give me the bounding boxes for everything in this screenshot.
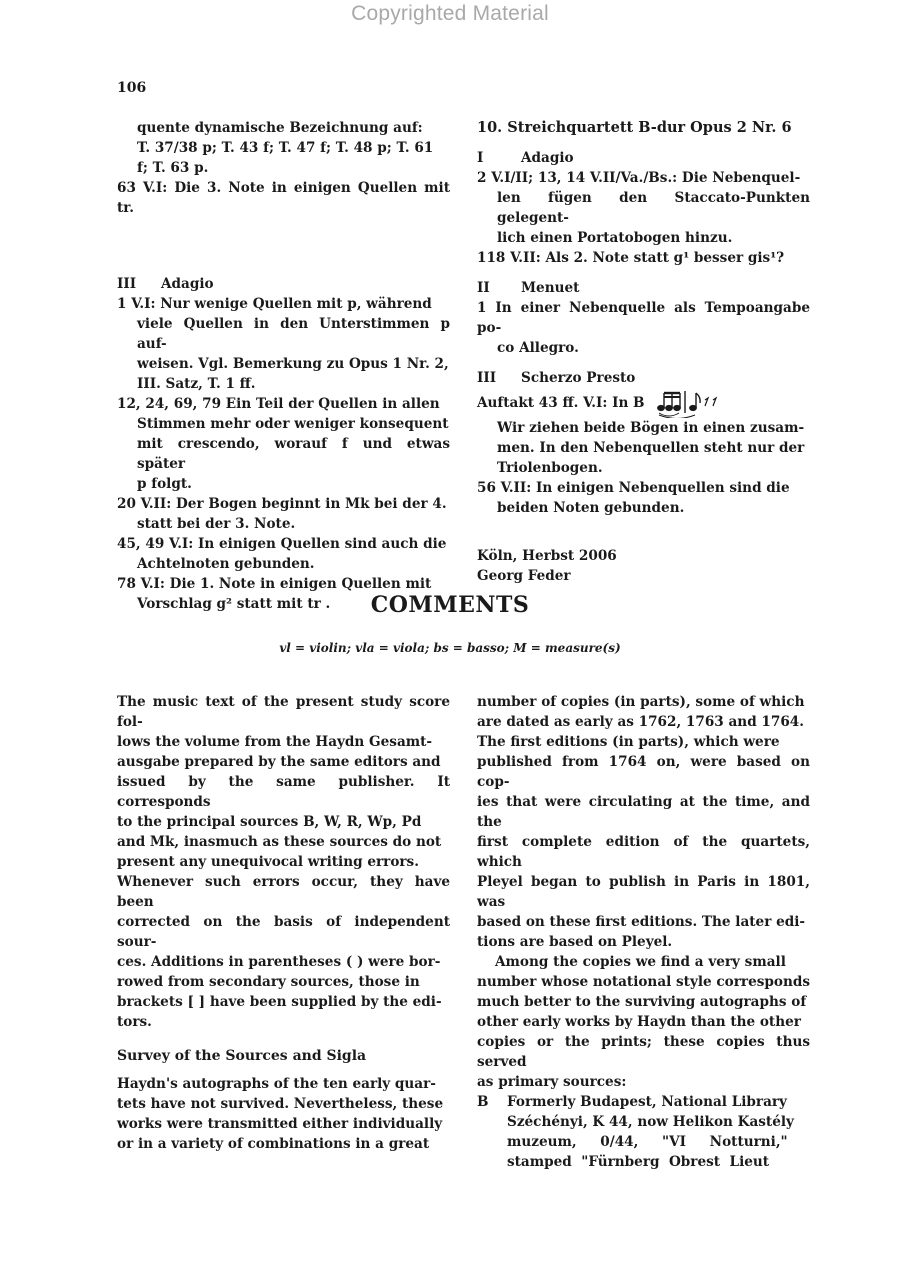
text-line: Széchényi, K 44, now Helikon Kastély xyxy=(507,1114,794,1130)
source-letter: B xyxy=(477,1094,489,1110)
section-number: II xyxy=(477,280,490,296)
text-line: The music text of the present study score fol- xyxy=(117,694,450,730)
text-line: T. 37/38 p; T. 43 f; T. 47 f; T. 48 p; T. 61 xyxy=(137,140,434,156)
comments-paragraph-4 xyxy=(477,952,810,1092)
text-line: issued by the same publisher. It corresponds xyxy=(117,774,450,810)
section-heading-iii-scherzo xyxy=(477,368,810,388)
comments-paragraph-1 xyxy=(117,692,450,1032)
text-line: and Mk, inasmuch as these sources do not xyxy=(117,834,442,850)
text-line: len fügen den Staccato-Punkten gelegent- xyxy=(497,190,810,226)
section-heading-ii xyxy=(477,278,810,298)
note-56 xyxy=(477,478,810,518)
text-line: co Allegro. xyxy=(497,340,579,356)
section-title: Menuet xyxy=(521,280,580,296)
text-line: are dated as early as 1762, 1763 and 1764. xyxy=(477,714,804,730)
right-column-bottom xyxy=(477,692,810,1172)
text-line: as primary sources: xyxy=(477,1074,627,1090)
text-line: brackets [ ] have been supplied by the edi- xyxy=(117,994,442,1010)
text-line: much better to the surviving autographs of xyxy=(477,994,807,1010)
text-line: viele Quellen in den Unterstimmen p auf- xyxy=(137,316,450,352)
text-line: 1 In einer Nebenquelle als Tempoangabe po- xyxy=(477,300,810,336)
source-entry-b xyxy=(477,1092,810,1172)
text-line: stamped "Fürnberg Obrest Lieut xyxy=(507,1154,770,1170)
text-line: 45, 49 V.I: In einigen Quellen sind auch die xyxy=(117,536,447,552)
text-line: Wir ziehen beide Bögen in einen zusam- xyxy=(497,420,805,436)
intro-continuation xyxy=(117,118,450,178)
section-heading-iii xyxy=(117,274,450,294)
text-line: Stimmen mehr oder weniger konsequent xyxy=(137,416,449,432)
text-line: men. In den Nebenquellen steht nur der xyxy=(497,440,805,456)
text-line: f; T. 63 p. xyxy=(137,160,209,176)
text-line: 78 V.I: Die 1. Note in einigen Quellen mit xyxy=(117,576,432,592)
left-column-bottom xyxy=(117,692,450,1154)
text-line: 20 V.II: Der Bogen beginnt in Mk bei der 4. xyxy=(117,496,447,512)
text-line: other early works by Haydn than the other xyxy=(477,1014,801,1030)
text-line: present any unequivocal writing errors. xyxy=(117,854,419,870)
section-number: III xyxy=(117,276,137,292)
text-line: copies or the prints; these copies thus served xyxy=(477,1034,810,1070)
text-line: to the principal sources B, W, R, Wp, Pd xyxy=(117,814,422,830)
note-63: 63 V.I: Die 3. Note in einigen Quellen mit tr. xyxy=(117,180,450,216)
text-line: tors. xyxy=(117,1014,152,1030)
text-line: Vorschlag g² statt mit tr . xyxy=(137,596,331,612)
text-line: first complete edition of the quartets, which xyxy=(477,834,810,870)
text-line: number whose notational style corresponds xyxy=(477,974,810,990)
text-line: tions are based on Pleyel. xyxy=(477,934,673,950)
section-title: Adagio xyxy=(161,276,214,292)
text-line: weisen. Vgl. Bemerkung zu Opus 1 Nr. 2, xyxy=(137,356,449,372)
signature: Georg Feder xyxy=(477,568,571,584)
section-title: Adagio xyxy=(521,150,574,166)
text-line: Whenever such errors occur, they have been xyxy=(117,874,450,910)
left-column-top xyxy=(117,118,450,614)
watermark: Copyrighted Material xyxy=(351,2,549,25)
text-line: rowed from secondary sources, those in xyxy=(117,974,420,990)
text-line: Triolenbogen. xyxy=(497,460,603,476)
auftakt-text: Auftakt 43 ff. V.I: In B xyxy=(477,395,645,411)
text-line: published from 1764 on, were based on cop- xyxy=(477,754,810,790)
abbreviations-line: vl = violin; vla = viola; bs = basso; M = measure(s) xyxy=(279,641,621,655)
text-line: Haydn's autographs of the ten early quar- xyxy=(117,1076,436,1092)
note-2 xyxy=(477,168,810,248)
text-line: ies that were circulating at the time, and the xyxy=(477,794,810,830)
text-line: tets have not survived. Nevertheless, these xyxy=(117,1096,444,1112)
text-line: 1 V.I: Nur wenige Quellen mit p, während xyxy=(117,296,432,312)
comments-paragraph-2 xyxy=(117,1074,450,1154)
auftakt-line xyxy=(477,388,810,418)
scherzo-text xyxy=(477,418,810,478)
section-title: Scherzo Presto xyxy=(521,370,636,386)
text-line: based on these first editions. The later edi- xyxy=(477,914,806,930)
text-line: muzeum, 0/44, "VI Notturni," xyxy=(507,1134,788,1150)
text-line: III. Satz, T. 1 ff. xyxy=(137,376,256,392)
text-line: corrected on the basis of independent sour- xyxy=(117,914,450,950)
survey-heading: Survey of the Sources and Sigla xyxy=(117,1048,367,1064)
note-12 xyxy=(117,394,450,494)
place-date: Köln, Herbst 2006 xyxy=(477,548,617,564)
text-line: The first editions (in parts), which were xyxy=(477,734,780,750)
section-heading-i xyxy=(477,148,810,168)
text-line: number of copies (in parts), some of which xyxy=(477,694,805,710)
comments-paragraph-3 xyxy=(477,692,810,952)
text-line: lows the volume from the Haydn Gesamt- xyxy=(117,734,433,750)
text-line: works were transmitted either individually xyxy=(117,1116,443,1132)
text-line: 2 V.I/II; 13, 14 V.II/Va./Bs.: Die Nebenquel- xyxy=(477,170,801,186)
text-line: statt bei der 3. Note. xyxy=(137,516,296,532)
section-number: I xyxy=(477,150,484,166)
note-1 xyxy=(117,294,450,394)
text-line: 12, 24, 69, 79 Ein Teil der Quellen in allen xyxy=(117,396,440,412)
text-line: quente dynamische Bezeichnung auf: xyxy=(137,120,423,136)
text-line: or in a variety of combinations in a great xyxy=(117,1136,430,1152)
text-line: 56 V.II: In einigen Nebenquellen sind die xyxy=(477,480,790,496)
text-line: Among the copies we find a very small xyxy=(495,954,786,970)
text-line: mit crescendo, worauf f und etwas später xyxy=(137,436,450,472)
note-45 xyxy=(117,534,450,574)
section-number: III xyxy=(477,370,497,386)
note-20 xyxy=(117,494,450,534)
music-notation-icon xyxy=(649,388,729,418)
text-line: Pleyel began to publish in Paris in 1801, was xyxy=(477,874,810,910)
right-column-top xyxy=(477,118,810,586)
text-line: Formerly Budapest, National Library xyxy=(507,1094,787,1110)
quartet-heading: 10. Streichquartett B-dur Opus 2 Nr. 6 xyxy=(477,119,792,136)
text-line: p folgt. xyxy=(137,476,192,492)
text-line: beiden Noten gebunden. xyxy=(497,500,685,516)
text-line: Achtelnoten gebunden. xyxy=(137,556,315,572)
note-118: 118 V.II: Als 2. Note statt g¹ besser gis¹? xyxy=(477,250,785,266)
text-line: ausgabe prepared by the same editors and xyxy=(117,754,441,770)
comments-title: COMMENTS xyxy=(370,592,530,618)
page-number: 106 xyxy=(117,80,147,96)
text-line: ces. Additions in parentheses ( ) were bor- xyxy=(117,954,441,970)
text-line: lich einen Portatobogen hinzu. xyxy=(497,230,733,246)
note-menuet-1 xyxy=(477,298,810,358)
